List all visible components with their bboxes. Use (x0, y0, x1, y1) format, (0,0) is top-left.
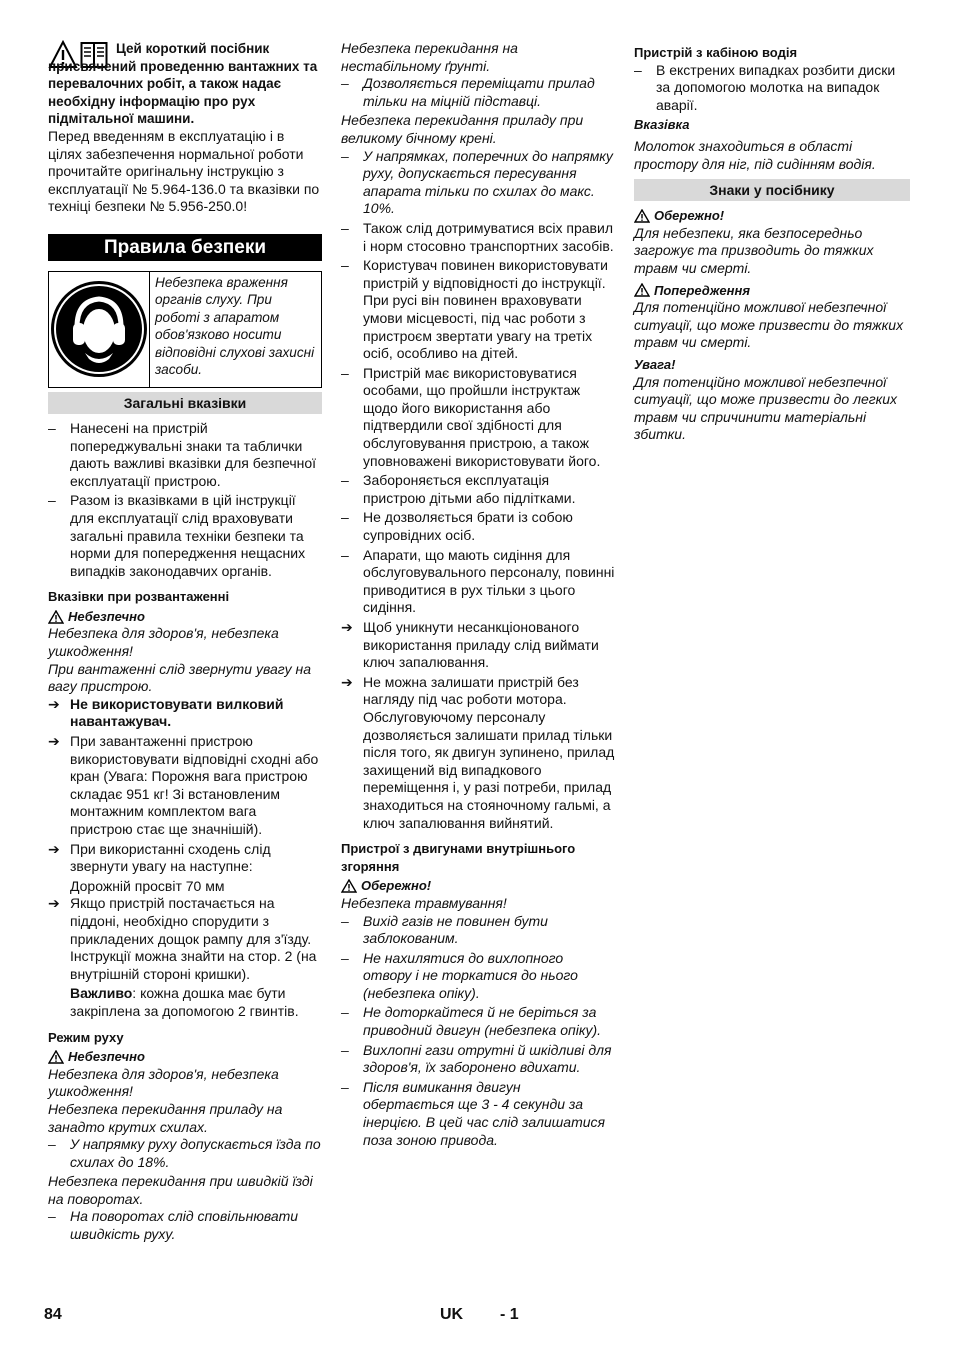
language-code: UK (440, 1306, 464, 1323)
signs-title: Знаки у посібнику (634, 179, 910, 201)
list-item: – Пристрій має використовуватися особами, що пройшли інструктаж щодо його використання або підтвердили свої здібності для обслуговування пристрою, а також уповноважені використовувати його. (341, 364, 601, 469)
sign-caution: Обережно! (634, 207, 910, 225)
hearing-protection-icon (49, 279, 149, 379)
list-item: – Нанесені на пристрій попереджувальні знаки та таблички дають важливі вказівки для безпечної експлуатації пристрою. (48, 419, 317, 489)
engine-p: Небезпека травмування! (341, 894, 507, 911)
note-title: Вказівка (634, 117, 690, 133)
sign-attention-text: Для потенційно можливої небезпечної ситуації, що може призвести до легких травм чи спричинити матеріальні збитки. (634, 373, 898, 443)
drive-title: Режим руху (48, 1029, 124, 1045)
warning-icon (341, 879, 357, 893)
engine-warning: Обережно! (341, 877, 615, 895)
warning-icon (634, 209, 650, 223)
column-middle (341, 40, 615, 1151)
hearing-protection-icon-cell (49, 272, 150, 387)
warning-icon (48, 1050, 64, 1064)
ground-clearance: Дорожній просвіт 70 мм (70, 877, 225, 894)
list-item: – Не дозволяється брати із собою супровідних осіб. (341, 509, 573, 544)
unloading-title: Вказівки при розвантаженні (48, 589, 230, 605)
column-right (634, 40, 910, 444)
general-list (48, 420, 322, 580)
list-item: – Вихід газів не повинен бути заблокованим. (341, 912, 548, 947)
list-item: – Також слід дотримуватися всіх правил і норм стосовно транспортних засобів. (341, 219, 614, 254)
list-item: – Після вимикання двигун обертається ще 3 - 4 секунди за інерцією. В цей час слід залишатися поза зоною привода. (341, 1078, 605, 1148)
column-left (48, 40, 322, 1246)
sign-warning: Попередження (634, 282, 910, 300)
list-item: – Забороняється експлуатація пристрою дітьми або підлітками. (341, 472, 576, 506)
note-text: Молоток знаходиться в області простору для ніг, під сидінням водія. (634, 137, 876, 172)
arrow-item: ➔ При завантаженні пристрою використовувати відповідні сходні або кран (Увага: Порожня вага пристрою складає 951 кг! Зі встановленим монтажним комплектом вага пристрою стає ще значнішій). (48, 733, 319, 837)
general-title: Загальні вказівки (48, 392, 322, 414)
arrow-item: ➔ Не можна залишати пристрій без нагляду під час роботи мотора. Обслуговуючому персоналу дозволяється залишати прилад тільки після того, як двигун зупинено, прилад захищений від випадкового переміщення і, у разі потреби, прилад знаходиться на стояночному гальмі, а ключ запалювання вийнятий. (341, 673, 615, 831)
sign-warning-text: Для потенційно можливої небезпечної ситуації, що може призвести до тяжких травм чи смерті. (634, 299, 904, 351)
list-item: – Дозволяється переміщати прилад тільки на міцній підставці. (341, 75, 595, 109)
drive-warning: Небезпечно (48, 1048, 322, 1066)
arrow-item: ➔ Не використовувати вилковий навантажувач. (48, 695, 284, 730)
unloading-p1: Небезпека для здоров'я, небезпека ушкодження! (48, 625, 279, 660)
warning-icon (48, 610, 64, 624)
arrow-item: ➔ Щоб уникнути несанкціонованого використання приладу слід виймати ключ запалювання. (341, 619, 599, 671)
col2-p1: Небезпека перекидання на нестабільному ґрунті. (341, 40, 518, 74)
list-item: – Разом із вказівками в цій інструкції для експлуатації слід враховувати загальні правила техніки безпеки та норми для попередження нещасних випадків законодавчих органів. (48, 492, 306, 579)
list-item: – На поворотах слід сповільнювати швидкість руху. (48, 1208, 299, 1243)
unloading-warning: Небезпечно (48, 608, 322, 626)
sign-attention: Увага! (634, 356, 676, 372)
list-item: – Апарати, що мають сидіння для обслуговувального персоналу, повинні приводитися в рух тільки з цього сидіння. (341, 546, 615, 616)
drive-p2: Небезпека перекидання приладу на занадто крутих схилах. (48, 1100, 283, 1135)
col2-p2: Небезпека перекидання приладу при великому бічному крені. (341, 112, 584, 146)
important-note: Важливо: кожна дошка має бути закріплена за допомогою 2 гвинтів. (70, 985, 299, 1019)
cab-title: Пристрій з кабіною водія (634, 45, 798, 60)
arrow-item: ➔ При використанні сходень слід звернути увагу на наступне: (48, 840, 271, 875)
arrow-item: ➔ Якщо пристрій постачається на піддоні, необхідно спорудити з прикладених дощок рампу для з'їзду. Інструкції можна знайти на стор. 2 (на внутрішній стороні кришки). (48, 895, 317, 982)
warning-icon (634, 283, 650, 297)
page-number: 84 (44, 1306, 62, 1323)
list-item: – Вихлопні гази отрутні й шкідливі для здоров'я, їх заборонено вдихати. (341, 1041, 612, 1076)
hearing-warning-box (48, 271, 322, 388)
engine-title: Пристрої з двигунами внутрішнього згоряння (341, 841, 576, 874)
list-item: – Не доторкайтеся й не беріться за приводний двигун (небезпека опіку). (341, 1004, 601, 1039)
intro-bold-text: Цей короткий посібник присвячений проведенню вантажних та перевалочних робіт, а також надає необхідну інформацію про рух підмітальної машини. (48, 41, 318, 127)
list-item: – У напрямку руху допускається їзда по схилах до 18%. (48, 1136, 321, 1170)
intro-text: Перед введенням в експлуатацію і в цілях забезпечення нормальної роботи прочитайте оригінальну інструкцію з експлуатації № 5.964-136.0 та вказівки по техніці безпеки № 5.956-250.0! (48, 127, 320, 215)
unloading-p2: При вантаженні слід звернути увагу на вагу пристрою. (48, 660, 312, 695)
hearing-warning-text: Небезпека враження органів слуху. При роботі з апаратом обов'язково носити відповідні слухові захисні засоби. (155, 274, 315, 378)
sign-caution-text: Для небезпеки, яка безпосередньо загрожує та призводить до тяжких травм чи смерті. (634, 224, 874, 276)
list-item: – В екстрених випадках розбити диски за допомогою молотка на випадок аварії. (634, 61, 896, 113)
list-item: – Користувач повинен використовувати пристрій у відповідності до інструкції. При русі він повинен враховувати умови місцевості, під час роботи з пристроєм звертати увагу на третіх осіб, особливо на дітей. (341, 257, 608, 362)
list-item: – У напрямках, поперечних до напрямку руху, допускається пересування апарата тільки по схилах до макс. 10%. (341, 147, 613, 217)
drive-p1: Небезпека для здоров'я, небезпека ушкодження! (48, 1065, 279, 1100)
drive-p3: Небезпека перекидання при швидкій їзді на поворотах. (48, 1173, 313, 1207)
list-item: – Не нахилятися до вихлопного отвору і не торкатися до нього (небезпека опіку). (341, 949, 578, 1001)
section-title: Правила безпеки (48, 234, 322, 261)
page-suffix: - 1 (500, 1306, 519, 1323)
